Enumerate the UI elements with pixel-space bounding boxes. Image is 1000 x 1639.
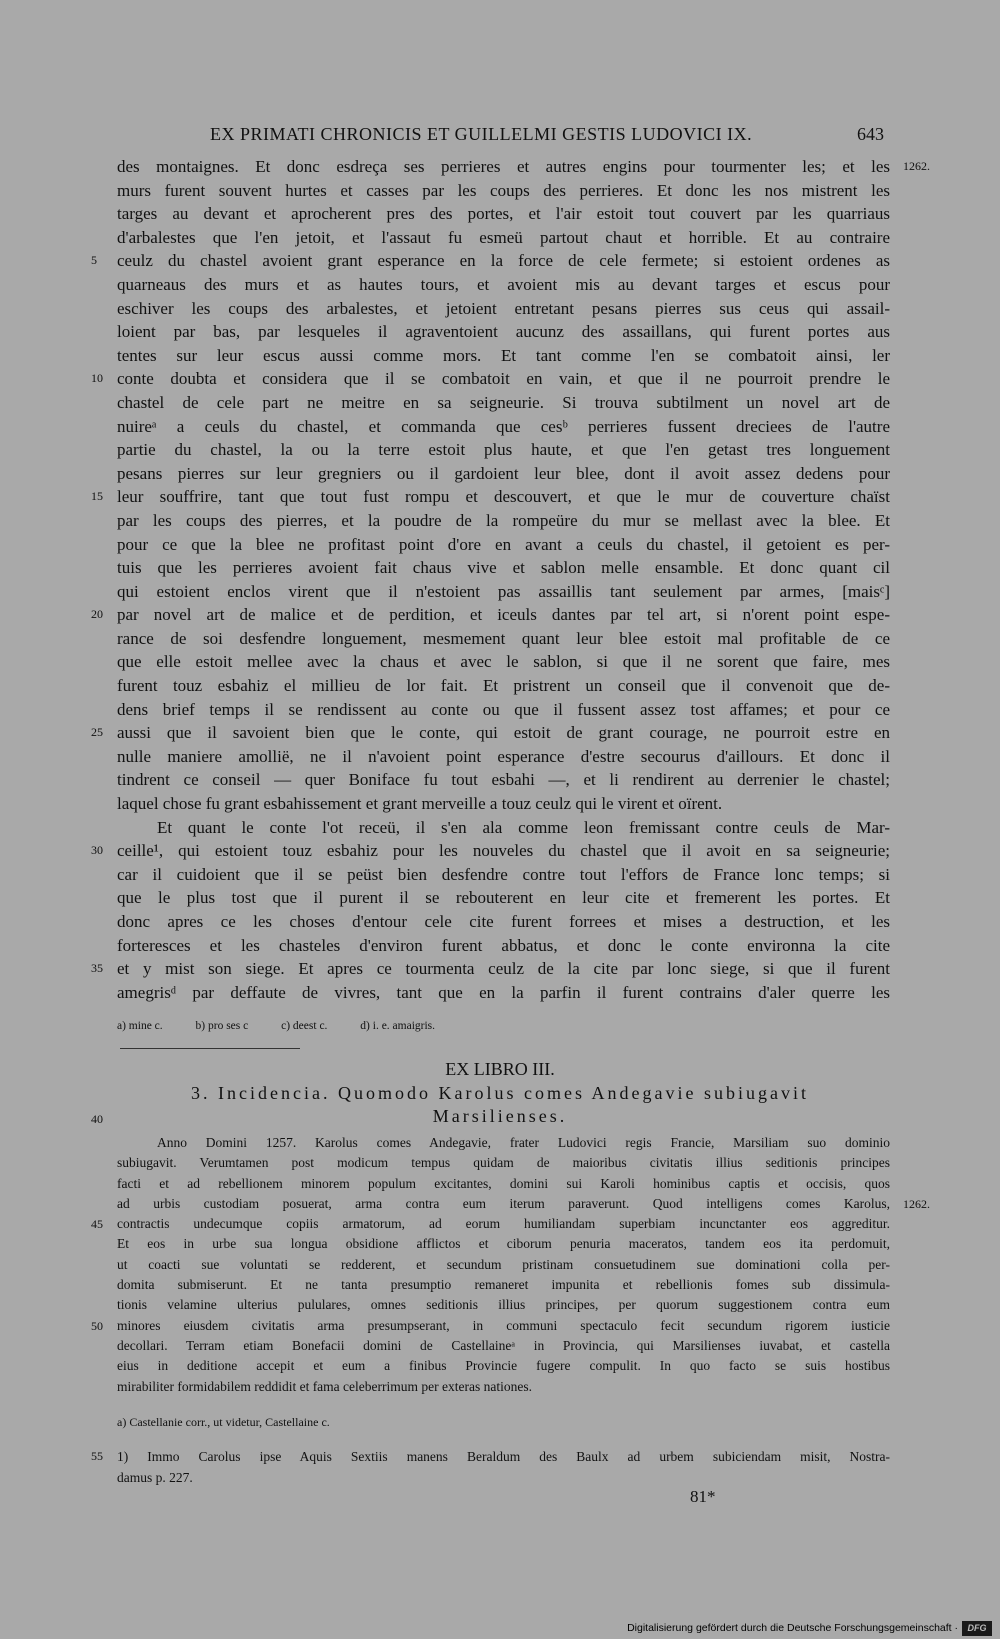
line-text: des montaignes. Et donc esdreça ses perrieres et autres engins pour tourmenter les; et les [117, 157, 890, 176]
line-text: ut coacti sue voluntati se redderent, et secundum pristinam consuetudinem sue dominationi colla per- [117, 1256, 890, 1272]
text-line [117, 674, 890, 698]
signature-mark: 81* [690, 1487, 716, 1506]
footnote-1 [91, 1446, 890, 1488]
line-text: minores eiusdem civitatis arma presumpserant, in communi spectaculo fecit secundum rigorem iusticie [117, 1317, 890, 1333]
text-line [117, 792, 890, 816]
margin-year: 1262. [903, 159, 930, 173]
line-text: car il cuidoient que il se peüst bien desfendre contre tout l'effors de France lonc temps; si [117, 864, 890, 884]
page-header [0, 124, 1000, 148]
line-text: pesans pierres sur leur gregniers ou il gardoient leur blee, dont il avoit assez dedens pour [117, 463, 890, 483]
line-text: contractis undecumque copiis armatorum, ad eorum humiliandam superbiam incunctanter eos aggreditur. [117, 1216, 890, 1232]
text-line [117, 202, 890, 226]
text-line [117, 580, 890, 604]
funding-credit: Digitalisierung gefördert durch die Deutsche Forschungsgemeinschaft · [627, 1622, 958, 1634]
footnote-b: b) pro ses c [195, 1020, 249, 1032]
text-line [117, 981, 890, 1005]
text-line [117, 273, 890, 297]
text-line [117, 863, 890, 887]
text-line [117, 509, 890, 533]
text-line [117, 816, 890, 840]
text-line [117, 344, 890, 368]
line-text: laquel chose fu grant esbahissement et grant merveille a touz ceulz qui le virent et oïrent. [117, 794, 723, 814]
line-text: tuis que les perrieres avoient fait chaus vive et sablon melle ensamble. Et donc quant cil [117, 558, 890, 578]
line-text: pour ce que la blee ne profitast point d'ore en avant a ceuls du chastel, il getoient es per- [117, 534, 890, 554]
line-number: 35 [91, 961, 103, 976]
text-line [91, 367, 890, 391]
footnotes-apparatus-1 [117, 1020, 465, 1032]
text-line [117, 934, 890, 958]
line-text: dens brief temps il se rendissent au conte ou que il fussent assez tost affames; et pour ce [117, 699, 890, 719]
text-line [117, 910, 890, 934]
main-text-block [91, 155, 930, 1004]
text-line [117, 698, 890, 722]
line-text: eius in deditione accepit et eum a finibus Provincie fugere compulit. In quo facto se suis hostibus [117, 1358, 890, 1374]
line-number: 5 [91, 253, 97, 268]
text-line [117, 1234, 890, 1254]
text-line [117, 1275, 890, 1295]
line-text: ceulz du chastel avoient grant esperance en la force de cele fermete; si estoient ordenes as [117, 251, 890, 271]
text-line [91, 721, 890, 745]
text-line [117, 1295, 890, 1315]
text-line [91, 1316, 890, 1336]
line-text: tindrent ce conseil — quer Boniface fu tout esbahi —, et li rendirent au derrenier le chastel; [117, 770, 890, 790]
line-text: facti et ad rebellionem minorem populum excitantes, domini sui Karoli hominibus captis et occisis, quos [117, 1175, 890, 1191]
footnote-c: c) deest c. [281, 1020, 328, 1032]
text-line [117, 627, 890, 651]
line-text: quarneaus des murs et as hautes tours, et avoient mis au devant targes et escus pour [117, 274, 890, 294]
footnote-d: d) i. e. amaigris. [360, 1020, 436, 1032]
line-number: 20 [91, 607, 103, 622]
line-number-40: 40 [91, 1112, 103, 1126]
chapter-heading-line1: 3. Incidencia. Quomodo Karolus comes Andegavie subiugavit [191, 1083, 809, 1103]
line-text: ceille¹, qui estoient touz esbahiz pour les nouveles du chastel que il avoit en sa seigneurie; [117, 841, 890, 861]
line-text: leur souffrire, tant que tout fust rompu et descouvert, et que le mur de couverture chaïst [117, 487, 890, 507]
line-text: furent touz esbahiz el millieu de lor fait. Et pristrent un conseil que il convenoit que de- [117, 676, 890, 696]
line-text: qui estoient enclos virent que il n'estoient pas assaillis tant seulement par armes, [maisᶜ] [117, 581, 890, 601]
text-line [117, 320, 890, 344]
text-line [117, 391, 890, 415]
text-line [117, 462, 890, 486]
text-line [117, 1194, 930, 1214]
text-line [117, 768, 890, 792]
line-text: nulle maniere amollië, ne il n'avoient point esperance d'estre secourus d'aillours. Et donc il [117, 746, 890, 766]
line-text: Et quant le conte l'ot receü, il s'en ala comme leon fremissant contre ceuls de Mar- [157, 817, 890, 837]
text-line [91, 1214, 890, 1234]
line-text: tionis velamine ulterius pululares, omnes seditionis illius principes, per quorum suggestionem contra eum [117, 1297, 890, 1313]
line-text: nuireᵃ a ceuls du chastel, et commanda que cesᵇ perrieres fussent dreciees de l'autre [117, 416, 890, 436]
text-line [117, 886, 890, 910]
line-text: que le plus tost que il purent il se rebouterent en leur cite et fremerent les portes. Et [117, 888, 890, 908]
text-line [117, 1133, 890, 1153]
line-text: Anno Domini 1257. Karolus comes Andegavie, frater Ludovici regis Francie, Marsiliam suo dominio [157, 1135, 890, 1150]
line-text: tentes sur leur escus aussi comme mors. Et tant comme l'en se combatoit ainsi, ler [117, 345, 890, 365]
line-number: 30 [91, 843, 103, 858]
line-text: et y mist son siege. Et apres ce tourmenta ceulz de la cite par lonc siege, si que il furent [117, 959, 890, 979]
text-line [91, 485, 890, 509]
line-text: targes au devant et aprocherent pres des portes, et l'air estoit tout couvert par les quarriaus [117, 204, 890, 224]
line-text: par les coups des pierres, et la poudre de la rompeüre du mur se mellast avec la blee. Et [117, 510, 890, 530]
footnote-1-line2: damus p. 227. [117, 1470, 193, 1485]
line-text: ad urbis custodiam posuerat, arma contra eum iterum paraverunt. Quod intelligens comes Karolus, [117, 1195, 890, 1211]
text-line [91, 839, 890, 863]
line-text: d'arbalestes que l'en jetoit, et l'assaut fu esmeü partout chaut et horrible. Et au contraire [117, 227, 890, 247]
line-text: decollari. Terram etiam Bonefacii domini de Castellaineᵃ in Provincia, qui Marsilienses iuvabat, et castella [117, 1337, 890, 1353]
line-text: conte doubta et considera que il se combatoit en vain, et que il ne pourroit prendre le [117, 369, 890, 389]
line-text: partie du chastel, la ou la terre estoit plus haute, et que l'en getast tres longuement [117, 440, 890, 460]
text-line [117, 1174, 890, 1194]
footnote-a: a) mine c. [117, 1020, 163, 1032]
margin-year: 1262. [903, 1196, 930, 1211]
text-line [117, 1336, 890, 1356]
line-text: forteresces et les chasteles d'environ furent abbatus, et donc le conte environna la cite [117, 935, 890, 955]
text-line [117, 226, 890, 250]
line-text: eschiver les coups des arbalestes, et jetoient entretant pesans pierres sus ceus qui assail- [117, 298, 890, 318]
dfg-logo: DFG [962, 1621, 992, 1636]
line-text: chastel de cele part ne meitre en sa seigneurie. Si trouva subtilment un novel art de [117, 392, 890, 412]
footnote-rule [120, 1048, 300, 1049]
text-line [117, 533, 890, 557]
text-line [91, 249, 890, 273]
text-line [117, 438, 890, 462]
chapter-heading-line2: Marsilienses. [432, 1106, 568, 1126]
line-text: Et eos in urbe sua longua obsidione afflictos et ciborum penuria maceratos, tandem eos ita perdomuit, [117, 1236, 890, 1252]
line-text: que elle estoit mellee avec la chaus et avec le sablon, si que il ne sorent que faire, mes [117, 652, 890, 672]
text-line [117, 745, 890, 769]
line-text: amegrisᵈ par deffaute de vivres, tant que en la parfin il furent contrains d'aler querre les [117, 982, 890, 1002]
text-line [91, 957, 890, 981]
text-line [117, 650, 890, 674]
text-line [91, 603, 890, 627]
line-number: 10 [91, 371, 103, 386]
line-text: murs furent souvent hurtes et casses par les coups des perrieres. Et donc les nos mistrent les [117, 180, 890, 200]
line-text: subiugavit. Verumtamen post modicum tempus quidam de maioribus civitatis illius seditionis principes [117, 1155, 890, 1171]
running-title: EX PRIMATI CHRONICIS ET GUILLELMI GESTIS LUDOVICI IX. [210, 124, 753, 144]
footnote-1-line1: 1) Immo Carolus ipse Aquis Sextiis manens Beraldum des Baulx ad urbem subiciendam misit, Nostra- [117, 1449, 890, 1464]
text-line [117, 415, 890, 439]
text-line [117, 1377, 890, 1397]
line-text: donc apres ce les choses d'entour cele cite furent forrees et mises a destruction, et les [117, 912, 890, 931]
page-footer [0, 1619, 1000, 1639]
text-line [117, 1356, 890, 1376]
text-line [117, 556, 890, 580]
text-line [117, 155, 930, 179]
line-number: 45 [91, 1217, 103, 1232]
line-number: 15 [91, 489, 103, 504]
line-number-55: 55 [91, 1449, 103, 1463]
text-line [117, 297, 890, 321]
text-line [117, 179, 890, 203]
text-line [117, 1153, 890, 1173]
book-heading: EX LIBRO III. [445, 1059, 555, 1079]
line-text: domita submiserunt. Et ne tanta presumptio remaneret impunita et rebellionis fomes sub dissimula- [117, 1277, 890, 1293]
page-number: 643 [857, 124, 884, 144]
line-text: mirabiliter formidabilem reddidit et fama celeberrimum per exteras nationes. [117, 1378, 532, 1394]
latin-text-block [91, 1133, 930, 1397]
line-text: par novel art de malice et de perdition, et iceuls dantes par tel art, si n'orent point espe- [117, 605, 890, 625]
text-line [117, 1255, 890, 1275]
line-text: loient par bas, par lesqueles il agraventoient aucunz des assaillans, qui furent portes aus [117, 322, 890, 342]
line-text: rance de soi desfendre longuement, mesmement quant leur blee estoit mal profitable de ce [117, 628, 890, 648]
line-number: 50 [91, 1318, 103, 1333]
line-text: aussi que il savoient bien que le conte, qui estoit de grant courage, ne pourroit estre en [117, 723, 890, 743]
footnote-latin-a: a) Castellanie corr., ut videtur, Castellaine c. [117, 1415, 330, 1429]
line-number: 25 [91, 725, 103, 740]
